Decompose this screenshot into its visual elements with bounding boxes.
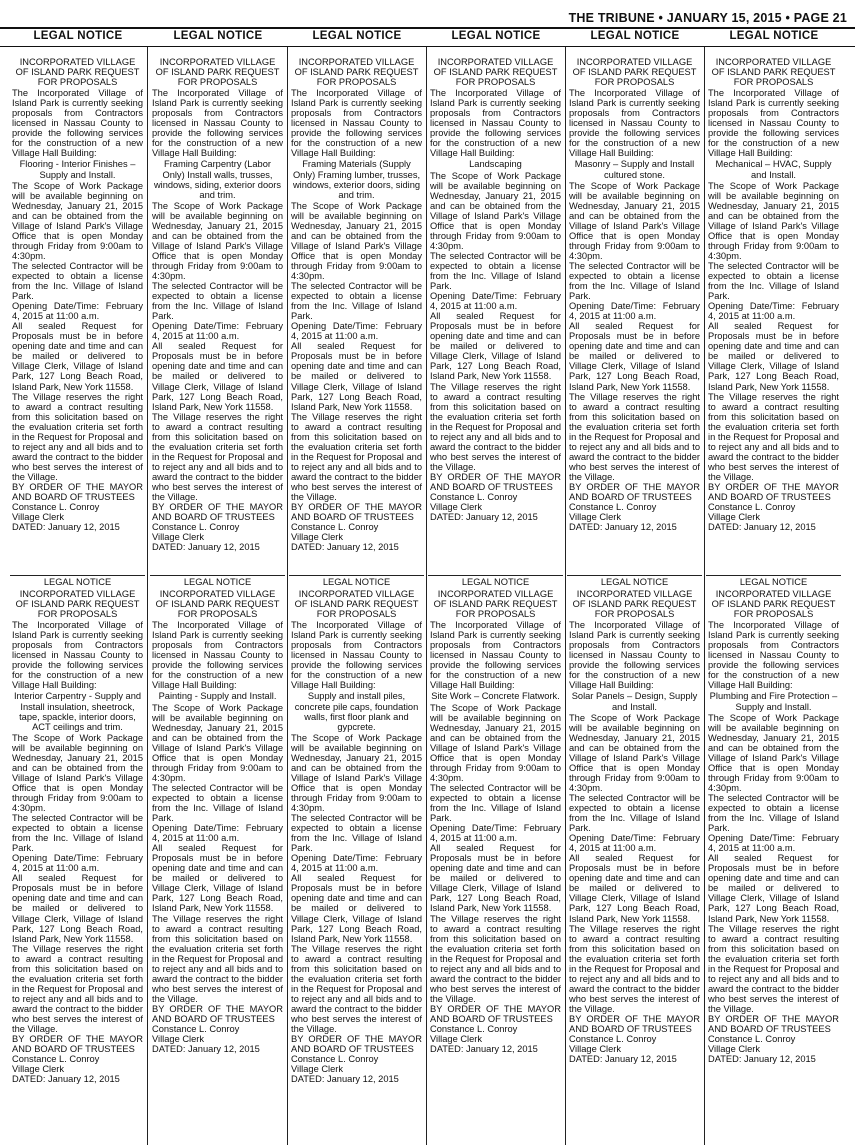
notice-title: INCORPORATED VILLAGE OF ISLAND PARK REQUEST FOR PROPOSALS xyxy=(433,589,558,620)
notice-license: The selected Contractor will be expected to obtain a license from the Inc. Village of Island Park. xyxy=(152,281,283,322)
header-rule xyxy=(0,46,855,47)
notice-signer-title: Village Clerk xyxy=(708,512,761,523)
notice-sealed: All sealed Request for Proposals must be in before opening date and time and can be mailed or delivered to Village Clerk, Village of Island Park, 127 Long Beach Road, Island Park, New York 11558. xyxy=(152,341,283,412)
notice-title: INCORPORATED VILLAGE OF ISLAND PARK REQUEST FOR PROPOSALS xyxy=(15,57,140,88)
notice-intro: The Incorporated Village of Island Park is currently seeking proposals from Contractors licensed in Nassau County to provide the following services for the construction of a new Village Hall Building: xyxy=(12,620,143,691)
notice-opening: Opening Date/Time: February 4, 2015 at 11:00 a.m. xyxy=(152,823,283,844)
notice-signer: Constance L. Conroy xyxy=(291,522,379,533)
legal-notice xyxy=(152,575,283,1054)
notice-opening: Opening Date/Time: February 4, 2015 at 11:00 a.m. xyxy=(152,321,283,342)
masthead-title: THE TRIBUNE • JANUARY 15, 2015 • PAGE 21 xyxy=(568,11,847,25)
notice-scope: The Scope of Work Package will be available beginning on Wednesday, January 21, 2015 and can be obtained from the Village of Island Park's Village Office that is open Monday through Friday from 9:00am to 4:30pm. xyxy=(152,200,283,281)
notice-title: INCORPORATED VILLAGE OF ISLAND PARK REQUEST FOR PROPOSALS xyxy=(711,589,836,620)
notice-license: The selected Contractor will be expected to obtain a license from the Inc. Village of Island Park. xyxy=(430,250,561,292)
section-header: LEGAL NOTICE xyxy=(590,30,680,42)
notice-dated: DATED: January 12, 2015 xyxy=(708,522,816,533)
notice-signer-title: Village Clerk xyxy=(291,532,344,543)
notice-sealed: All sealed Request for Proposals must be in before opening date and time and can be mailed or delivered to Village Clerk, Village of Island Park, 127 Long Beach Road, Island Park, New York 11558. xyxy=(569,853,700,924)
notice-dated: DATED: January 12, 2015 xyxy=(430,1044,538,1055)
notice-opening: Opening Date/Time: February 4, 2015 at 11:00 a.m. xyxy=(708,833,839,854)
top-rule xyxy=(0,27,855,29)
notice-signer: Constance L. Conroy xyxy=(569,1034,657,1045)
notice-license: The selected Contractor will be expected to obtain a license from the Inc. Village of Island Park. xyxy=(291,813,422,854)
notice-opening: Opening Date/Time: February 4, 2015 at 11:00 a.m. xyxy=(708,301,839,322)
notice-signer-title: Village Clerk xyxy=(430,502,483,513)
notice-signer-title: Village Clerk xyxy=(708,1044,761,1055)
notice-scope: The Scope of Work Package will be available beginning on Wednesday, January 21, 2015 and can be obtained from the Village of Island Park's Village Office that is open Monday through Friday from 9:00am to 4:30pm. xyxy=(152,702,283,783)
notice-license: The selected Contractor will be expected to obtain a license from the Inc. Village of Island Park. xyxy=(430,782,561,824)
notice-dated: DATED: January 12, 2015 xyxy=(569,522,677,533)
notice-title: INCORPORATED VILLAGE OF ISLAND PARK REQUEST FOR PROPOSALS xyxy=(433,57,558,88)
notice-signer-title: Village Clerk xyxy=(152,532,205,543)
notice-title: INCORPORATED VILLAGE OF ISLAND PARK REQUEST FOR PROPOSALS xyxy=(711,57,836,88)
notice-work-description: Masonry – Supply and Install cultured stone. xyxy=(574,159,695,180)
notice-sealed: All sealed Request for Proposals must be in before opening date and time and can be mailed or delivered to Village Clerk, Village of Island Park, 127 Long Beach Road, Island Park, New York 11558. xyxy=(430,843,561,914)
notice-intro: The Incorporated Village of Island Park is currently seeking proposals from Contractors licensed in Nassau County to provide the following services for the construction of a new Village Hall Building: xyxy=(12,88,143,159)
legal-notice xyxy=(569,575,700,1064)
notice-scope: The Scope of Work Package will be available beginning on Wednesday, January 21, 2015 and can be obtained from the Village of Island Park's Village Office that is open Monday through Friday from 9:00am to 4:30pm. xyxy=(569,712,700,793)
masthead xyxy=(0,0,855,28)
legal-notice xyxy=(291,57,422,552)
notice-header: LEGAL NOTICE xyxy=(567,575,702,587)
notice-dated: DATED: January 12, 2015 xyxy=(708,1054,816,1065)
notice-order: BY ORDER OF THE MAYOR AND BOARD OF TRUSTEES xyxy=(708,1013,839,1035)
notice-license: The selected Contractor will be expected to obtain a license from the Inc. Village of Island Park. xyxy=(569,260,700,302)
notice-signer: Constance L. Conroy xyxy=(152,1024,240,1035)
notice-work-description: Mechanical – HVAC, Supply and Install. xyxy=(715,159,832,180)
notice-work-description: Plumbing and Fire Protection – Supply and Install. xyxy=(709,691,838,712)
notice-dated: DATED: January 12, 2015 xyxy=(291,1074,399,1085)
notice-scope: The Scope of Work Package will be available beginning on Wednesday, January 21, 2015 and can be obtained from the Village of Island Park's Village Office that is open Monday through Friday from 9:00am to 4:30pm. xyxy=(291,200,422,281)
notice-license: The selected Contractor will be expected to obtain a license from the Inc. Village of Island Park. xyxy=(569,792,700,834)
section-header: LEGAL NOTICE xyxy=(33,30,123,42)
notice-sealed: All sealed Request for Proposals must be in before opening date and time and can be mailed or delivered to Village Clerk, Village of Island Park, 127 Long Beach Road, Island Park, New York 11558. xyxy=(291,341,422,412)
notice-order: BY ORDER OF THE MAYOR AND BOARD OF TRUSTEES xyxy=(430,471,561,492)
notice-intro: The Incorporated Village of Island Park is currently seeking proposals from Contractors licensed in Nassau County to provide the following services for the construction of a new Village Hall Building: xyxy=(569,620,700,691)
notice-signer: Constance L. Conroy xyxy=(430,1024,518,1035)
notice-dated: DATED: January 12, 2015 xyxy=(291,542,399,553)
notice-title: INCORPORATED VILLAGE OF ISLAND PARK REQUEST FOR PROPOSALS xyxy=(15,589,140,620)
notice-sealed: All sealed Request for Proposals must be in before opening date and time and can be mailed or delivered to Village Clerk, Village of Island Park, 127 Long Beach Road, Island Park, New York 11558. xyxy=(430,311,561,382)
notice-license: The selected Contractor will be expected to obtain a license from the Inc. Village of Island Park. xyxy=(152,782,283,824)
notice-signer-title: Village Clerk xyxy=(430,1034,483,1045)
notice-work-description: Flooring - Interior Finishes – Supply and Install. xyxy=(19,159,136,180)
notice-signer: Constance L. Conroy xyxy=(152,522,240,533)
notice-scope: The Scope of Work Package will be available beginning on Wednesday, January 21, 2015 and can be obtained from the Village of Island Park's Village Office that is open Monday through Friday from 9:00am to 4:30pm. xyxy=(430,702,561,783)
notice-title: INCORPORATED VILLAGE OF ISLAND PARK REQUEST FOR PROPOSALS xyxy=(572,589,697,620)
notice-order: BY ORDER OF THE MAYOR AND BOARD OF TRUSTEES xyxy=(430,1003,561,1024)
notice-reserve: The Village reserves the right to award a contract resulting from this solicitation based on the evaluation criteria set forth in the Request for Proposal and to reject any and all bids and to award the contract to the bidder who best serves the interest of the Village. xyxy=(569,391,700,482)
notice-opening: Opening Date/Time: February 4, 2015 at 11:00 a.m. xyxy=(291,321,422,342)
notice-dated: DATED: January 12, 2015 xyxy=(152,1044,260,1055)
notice-intro: The Incorporated Village of Island Park is currently seeking proposals from Contractors licensed in Nassau County to provide the following services for the construction of a new Village Hall Building: xyxy=(291,88,422,159)
section-header: LEGAL NOTICE xyxy=(312,30,402,42)
notice-signer-title: Village Clerk xyxy=(569,512,622,523)
notice-opening: Opening Date/Time: February 4, 2015 at 11:00 a.m. xyxy=(12,853,143,874)
notice-signer: Constance L. Conroy xyxy=(291,1054,379,1065)
notice-scope: The Scope of Work Package will be available beginning on Wednesday, January 21, 2015 and can be obtained from the Village of Island Park's Village Office that is open Monday through Friday from 9:00am to 4:30pm. xyxy=(12,180,143,261)
notice-work-description: Framing Materials (Supply Only) Framing lumber, trusses, windows, exterior doors, siding and trim. xyxy=(292,159,421,200)
notice-sealed: All sealed Request for Proposals must be in before opening date and time and can be mailed or delivered to Village Clerk, Village of Island Park, 127 Long Beach Road, Island Park, New York 11558. xyxy=(12,321,143,392)
legal-notice xyxy=(430,57,561,522)
notice-reserve: The Village reserves the right to award a contract resulting from this solicitation based on the evaluation criteria set forth in the Request for Proposal and to reject any and all bids and to award the contract to the bidder who best serves the interest of the Village. xyxy=(291,943,422,1035)
legal-notice xyxy=(12,575,143,1084)
notice-signer: Constance L. Conroy xyxy=(430,492,518,503)
notice-opening: Opening Date/Time: February 4, 2015 at 11:00 a.m. xyxy=(12,301,143,322)
notice-dated: DATED: January 12, 2015 xyxy=(12,522,120,533)
notice-reserve: The Village reserves the right to award a contract resulting from this solicitation based on the evaluation criteria set forth in the Request for Proposal and to reject any and all bids and to award the contract to the bidder who best serves the interest of the Village. xyxy=(708,391,839,482)
notice-sealed: All sealed Request for Proposals must be in before opening date and time and can be mailed or delivered to Village Clerk, Village of Island Park, 127 Long Beach Road, Island Park, New York 11558. xyxy=(152,843,283,914)
section-headers xyxy=(0,30,855,46)
notice-scope: The Scope of Work Package will be available beginning on Wednesday, January 21, 2015 and can be obtained from the Village of Island Park's Village Office that is open Monday through Friday from 9:00am to 4:30pm. xyxy=(291,732,422,813)
notice-header: LEGAL NOTICE xyxy=(706,575,841,587)
notice-sealed: All sealed Request for Proposals must be in before opening date and time and can be mailed or delivered to Village Clerk, Village of Island Park, 127 Long Beach Road, Island Park, New York 11558. xyxy=(569,321,700,392)
legal-notice xyxy=(569,57,700,532)
notice-work-description: Landscaping xyxy=(469,159,522,170)
legal-notice xyxy=(430,575,561,1054)
notice-sealed: All sealed Request for Proposals must be in before opening date and time and can be mailed or delivered to Village Clerk, Village of Island Park, 127 Long Beach Road, Island Park, New York 11558. xyxy=(291,873,422,944)
notice-reserve: The Village reserves the right to award a contract resulting from this solicitation based on the evaluation criteria set forth in the Request for Proposal and to reject any and all bids and to award the contract to the bidder who best serves the interest of the Village. xyxy=(430,913,561,1004)
notice-dated: DATED: January 12, 2015 xyxy=(12,1074,120,1085)
notice-license: The selected Contractor will be expected to obtain a license from the Inc. Village of Island Park. xyxy=(708,792,839,834)
notice-intro: The Incorporated Village of Island Park is currently seeking proposals from Contractors licensed in Nassau County to provide the following services for the construction of a new Village Hall Building: xyxy=(430,620,561,691)
column-divider xyxy=(426,47,427,1145)
notice-title: INCORPORATED VILLAGE OF ISLAND PARK REQUEST FOR PROPOSALS xyxy=(294,589,419,620)
notice-order: BY ORDER OF THE MAYOR AND BOARD OF TRUSTEES xyxy=(12,1034,143,1055)
notice-order: BY ORDER OF THE MAYOR AND BOARD OF TRUSTEES xyxy=(291,1034,422,1055)
notice-reserve: The Village reserves the right to award a contract resulting from this solicitation based on the evaluation criteria set forth in the Request for Proposal and to reject any and all bids and to award the contract to the bidder who best serves the interest of the Village. xyxy=(152,913,283,1004)
notice-reserve: The Village reserves the right to award a contract resulting from this solicitation based on the evaluation criteria set forth in the Request for Proposal and to reject any and all bids and to award the contract to the bidder who best serves the interest of the Village. xyxy=(569,923,700,1014)
legal-notice xyxy=(291,575,422,1084)
notice-signer-title: Village Clerk xyxy=(569,1044,622,1055)
column-divider xyxy=(147,47,148,1145)
notice-title: INCORPORATED VILLAGE OF ISLAND PARK REQUEST FOR PROPOSALS xyxy=(294,57,419,88)
notice-dated: DATED: January 12, 2015 xyxy=(569,1054,677,1065)
notice-header: LEGAL NOTICE xyxy=(289,575,424,587)
notice-work-description: Solar Panels – Design, Supply and Install. xyxy=(571,691,698,712)
notice-scope: The Scope of Work Package will be available beginning on Wednesday, January 21, 2015 and can be obtained from the Village of Island Park's Village Office that is open Monday through Friday from 9:00am to 4:30pm. xyxy=(569,180,700,261)
notice-license: The selected Contractor will be expected to obtain a license from the Inc. Village of Island Park. xyxy=(12,813,143,854)
notice-scope: The Scope of Work Package will be available beginning on Wednesday, January 21, 2015 and can be obtained from the Village of Island Park's Village Office that is open Monday through Friday from 9:00am to 4:30pm. xyxy=(708,712,839,793)
section-header: LEGAL NOTICE xyxy=(451,30,541,42)
notice-opening: Opening Date/Time: February 4, 2015 at 11:00 a.m. xyxy=(569,301,700,322)
notice-intro: The Incorporated Village of Island Park is currently seeking proposals from Contractors licensed in Nassau County to provide the following services for the construction of a new Village Hall Building: xyxy=(152,620,283,691)
section-header: LEGAL NOTICE xyxy=(729,30,819,42)
notice-reserve: The Village reserves the right to award a contract resulting from this solicitation based on the evaluation criteria set forth in the Request for Proposal and to reject any and all bids and to award the contract to the bidder who best serves the interest of the Village. xyxy=(708,923,839,1014)
notice-opening: Opening Date/Time: February 4, 2015 at 11:00 a.m. xyxy=(569,833,700,854)
notice-opening: Opening Date/Time: February 4, 2015 at 11:00 a.m. xyxy=(430,823,561,844)
notice-order: BY ORDER OF THE MAYOR AND BOARD OF TRUSTEES xyxy=(152,502,283,523)
notice-header: LEGAL NOTICE xyxy=(150,575,285,587)
notice-order: BY ORDER OF THE MAYOR AND BOARD OF TRUSTEES xyxy=(708,481,839,503)
column-divider xyxy=(287,47,288,1145)
notice-signer-title: Village Clerk xyxy=(12,1064,65,1075)
notice-signer-title: Village Clerk xyxy=(12,512,65,523)
notice-reserve: The Village reserves the right to award a contract resulting from this solicitation based on the evaluation criteria set forth in the Request for Proposal and to reject any and all bids and to award the contract to the bidder who best serves the interest of the Village. xyxy=(12,391,143,482)
notice-sealed: All sealed Request for Proposals must be in before opening date and time and can be mailed or delivered to Village Clerk, Village of Island Park, 127 Long Beach Road, Island Park, New York 11558. xyxy=(708,321,839,392)
notice-work-description: Supply and install piles, concrete pile caps, foundation walls, first floor plank and gypcrete. xyxy=(294,691,419,732)
notice-license: The selected Contractor will be expected to obtain a license from the Inc. Village of Island Park. xyxy=(12,260,143,302)
notice-license: The selected Contractor will be expected to obtain a license from the Inc. Village of Island Park. xyxy=(708,260,839,302)
notice-order: BY ORDER OF THE MAYOR AND BOARD OF TRUSTEES xyxy=(569,481,700,503)
notice-signer: Constance L. Conroy xyxy=(708,1034,796,1045)
notice-intro: The Incorporated Village of Island Park is currently seeking proposals from Contractors licensed in Nassau County to provide the following services for the construction of a new Village Hall Building: xyxy=(569,88,700,159)
notice-title: INCORPORATED VILLAGE OF ISLAND PARK REQUEST FOR PROPOSALS xyxy=(155,57,280,88)
notice-order: BY ORDER OF THE MAYOR AND BOARD OF TRUSTEES xyxy=(569,1013,700,1035)
column-divider xyxy=(704,47,705,1145)
notice-intro: The Incorporated Village of Island Park is currently seeking proposals from Contractors licensed in Nassau County to provide the following services for the construction of a new Village Hall Building: xyxy=(708,88,839,159)
notice-signer-title: Village Clerk xyxy=(152,1034,205,1045)
section-header: LEGAL NOTICE xyxy=(173,30,263,42)
notice-work-description: Interior Carpentry - Supply and Install insulation, sheetrock, tape, spackle, interior doors, ACT ceilings and trim. xyxy=(13,691,142,732)
notice-intro: The Incorporated Village of Island Park is currently seeking proposals from Contractors licensed in Nassau County to provide the following services for the construction of a new Village Hall Building: xyxy=(291,620,422,691)
column-divider xyxy=(565,47,566,1145)
notice-work-description: Painting - Supply and Install. xyxy=(158,691,277,702)
notice-signer: Constance L. Conroy xyxy=(708,502,796,513)
notice-signer-title: Village Clerk xyxy=(291,1064,344,1075)
notice-scope: The Scope of Work Package will be available beginning on Wednesday, January 21, 2015 and can be obtained from the Village of Island Park's Village Office that is open Monday through Friday from 9:00am to 4:30pm. xyxy=(708,180,839,261)
notice-header: LEGAL NOTICE xyxy=(10,575,145,587)
notice-signer: Constance L. Conroy xyxy=(12,1054,100,1065)
notice-work-description: Framing Carpentry (Labor Only) Install walls, trusses, windows, siding, exterior doors and trim. xyxy=(153,159,282,200)
notice-opening: Opening Date/Time: February 4, 2015 at 11:00 a.m. xyxy=(430,291,561,312)
notice-dated: DATED: January 12, 2015 xyxy=(152,542,260,553)
notice-sealed: All sealed Request for Proposals must be in before opening date and time and can be mailed or delivered to Village Clerk, Village of Island Park, 127 Long Beach Road, Island Park, New York 11558. xyxy=(708,853,839,924)
notice-intro: The Incorporated Village of Island Park is currently seeking proposals from Contractors licensed in Nassau County to provide the following services for the construction of a new Village Hall Building: xyxy=(708,620,839,691)
notice-sealed: All sealed Request for Proposals must be in before opening date and time and can be mailed or delivered to Village Clerk, Village of Island Park, 127 Long Beach Road, Island Park, New York 11558. xyxy=(12,873,143,944)
legal-notice xyxy=(708,575,839,1064)
notice-signer: Constance L. Conroy xyxy=(569,502,657,513)
notice-reserve: The Village reserves the right to award a contract resulting from this solicitation based on the evaluation criteria set forth in the Request for Proposal and to reject any and all bids and to award the contract to the bidder who best serves the interest of the Village. xyxy=(430,381,561,472)
notice-dated: DATED: January 12, 2015 xyxy=(430,512,538,523)
notice-header: LEGAL NOTICE xyxy=(428,575,563,587)
legal-notice xyxy=(12,57,143,532)
notice-scope: The Scope of Work Package will be available beginning on Wednesday, January 21, 2015 and can be obtained from the Village of Island Park's Village Office that is open Monday through Friday from 9:00am to 4:30pm. xyxy=(430,170,561,251)
legal-notice xyxy=(708,57,839,532)
notice-intro: The Incorporated Village of Island Park is currently seeking proposals from Contractors licensed in Nassau County to provide the following services for the construction of a new Village Hall Building: xyxy=(152,88,283,159)
notice-signer: Constance L. Conroy xyxy=(12,502,100,513)
notice-reserve: The Village reserves the right to award a contract resulting from this solicitation based on the evaluation criteria set forth in the Request for Proposal and to reject any and all bids and to award the contract to the bidder who best serves the interest of the Village. xyxy=(12,943,143,1035)
notice-scope: The Scope of Work Package will be available beginning on Wednesday, January 21, 2015 and can be obtained from the Village of Island Park's Village Office that is open Monday through Friday from 9:00am to 4:30pm. xyxy=(12,732,143,813)
notice-intro: The Incorporated Village of Island Park is currently seeking proposals from Contractors licensed in Nassau County to provide the following services for the construction of a new Village Hall Building: xyxy=(430,88,561,159)
notice-title: INCORPORATED VILLAGE OF ISLAND PARK REQUEST FOR PROPOSALS xyxy=(155,589,280,620)
notice-order: BY ORDER OF THE MAYOR AND BOARD OF TRUSTEES xyxy=(291,502,422,523)
notice-order: BY ORDER OF THE MAYOR AND BOARD OF TRUSTEES xyxy=(152,1003,283,1024)
legal-notice xyxy=(152,57,283,552)
notice-title: INCORPORATED VILLAGE OF ISLAND PARK REQUEST FOR PROPOSALS xyxy=(572,57,697,88)
notice-reserve: The Village reserves the right to award a contract resulting from this solicitation based on the evaluation criteria set forth in the Request for Proposal and to reject any and all bids and to award the contract to the bidder who best serves the interest of the Village. xyxy=(152,411,283,503)
notice-license: The selected Contractor will be expected to obtain a license from the Inc. Village of Island Park. xyxy=(291,281,422,322)
notice-order: BY ORDER OF THE MAYOR AND BOARD OF TRUSTEES xyxy=(12,481,143,503)
notice-work-description: Site Work – Concrete Flatwork. xyxy=(431,691,560,702)
notice-reserve: The Village reserves the right to award a contract resulting from this solicitation based on the evaluation criteria set forth in the Request for Proposal and to reject any and all bids and to award the contract to the bidder who best serves the interest of the Village. xyxy=(291,411,422,503)
notice-opening: Opening Date/Time: February 4, 2015 at 11:00 a.m. xyxy=(291,853,422,874)
